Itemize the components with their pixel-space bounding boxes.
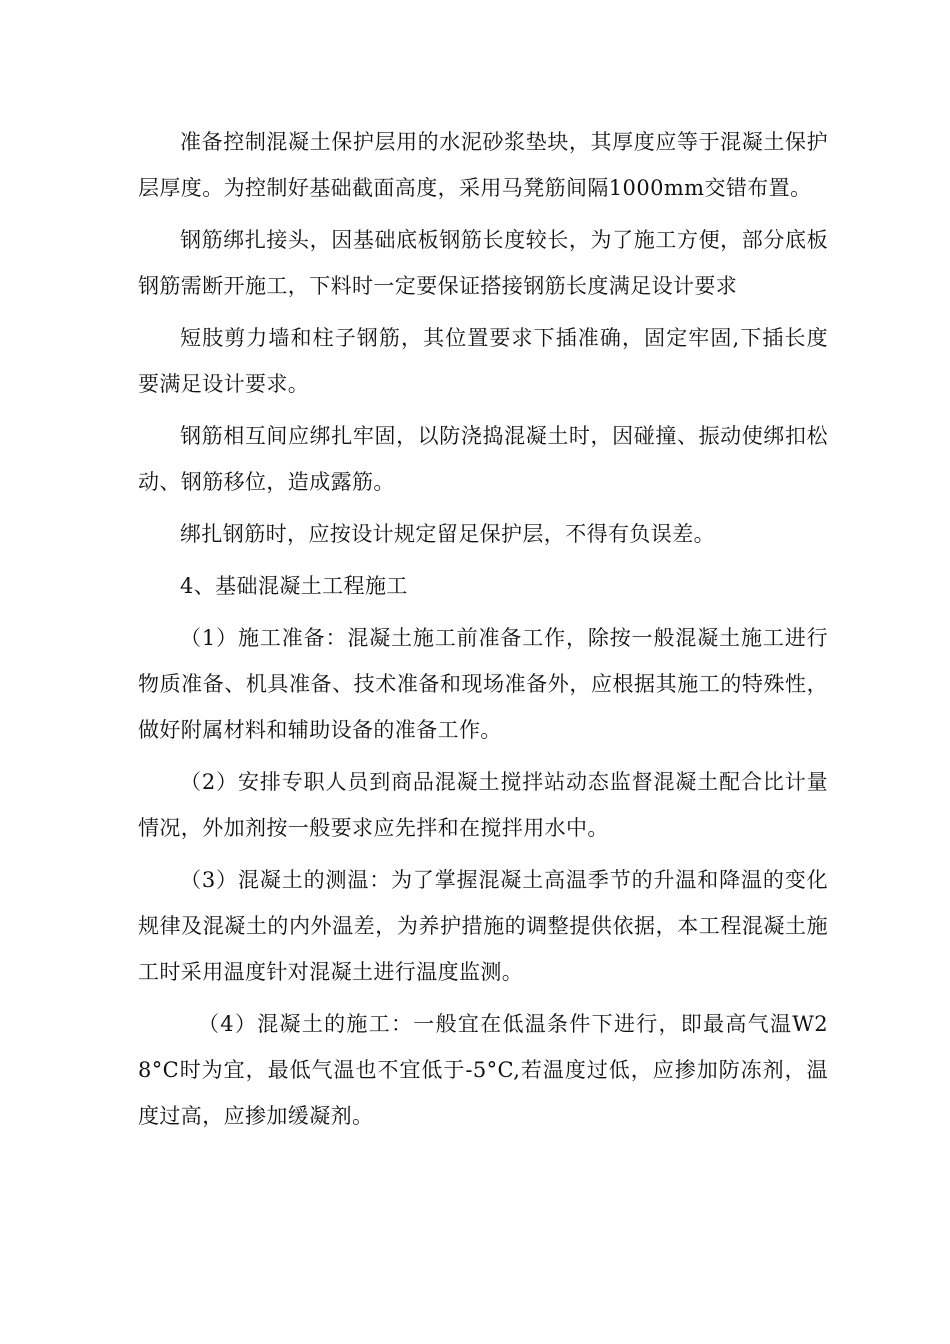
paragraph-item-3: （3）混凝土的测温：为了掌握混凝土高温季节的升温和降温的变化规律及混凝土的内外温差，为养护措施的调整提供依据，本工程混凝土施工时采用温度针对混凝土进行温度监测。 [138, 868, 828, 984]
section-heading-concrete: 4、基础混凝土工程施工 [180, 574, 408, 598]
paragraph-item-1: （1）施工准备：混凝土施工前准备工作，除按一般混凝土施工进行物质准备、机具准备、技术准备和现场准备外，应根据其施工的特殊性，做好附属材料和辅助设备的准备工作。 [138, 626, 828, 742]
paragraph-shear-wall-rebar: 短肢剪力墙和柱子钢筋，其位置要求下插准确，固定牢固,下插长度要满足设计要求。 [138, 326, 828, 396]
paragraph-rebar-binding: 钢筋相互间应绑扎牢固，以防浇捣混凝土时，因碰撞、振动使绑扣松动、钢筋移位，造成露筋。 [138, 424, 828, 494]
document-body [138, 119, 828, 1145]
paragraph-item-2: （2）安排专职人员到商品混凝土搅拌站动态监督混凝土配合比计量情况，外加剂按一般要求应先拌和在搅拌用水中。 [138, 770, 828, 840]
paragraph-item-4: （4）混凝土的施工：一般宜在低温条件下进行，即最高气温W28°C时为宜，最低气温也不宜低于-5°C,若温度过低，应掺加防冻剂，温度过高，应掺加缓凝剂。 [138, 1012, 828, 1128]
paragraph-mortar-blocks: 准备控制混凝土保护层用的水泥砂浆垫块，其厚度应等于混凝土保护层厚度。为控制好基础截面高度，采用马凳筋间隔1000mm交错布置。 [138, 130, 828, 200]
paragraph-rebar-joints: 钢筋绑扎接头，因基础底板钢筋长度较长，为了施工方便，部分底板钢筋需断开施工，下料时一定要保证搭接钢筋长度满足设计要求 [138, 228, 828, 298]
paragraph-cover-layer: 绑扎钢筋时，应按设计规定留足保护层，不得有负误差。 [180, 522, 715, 546]
